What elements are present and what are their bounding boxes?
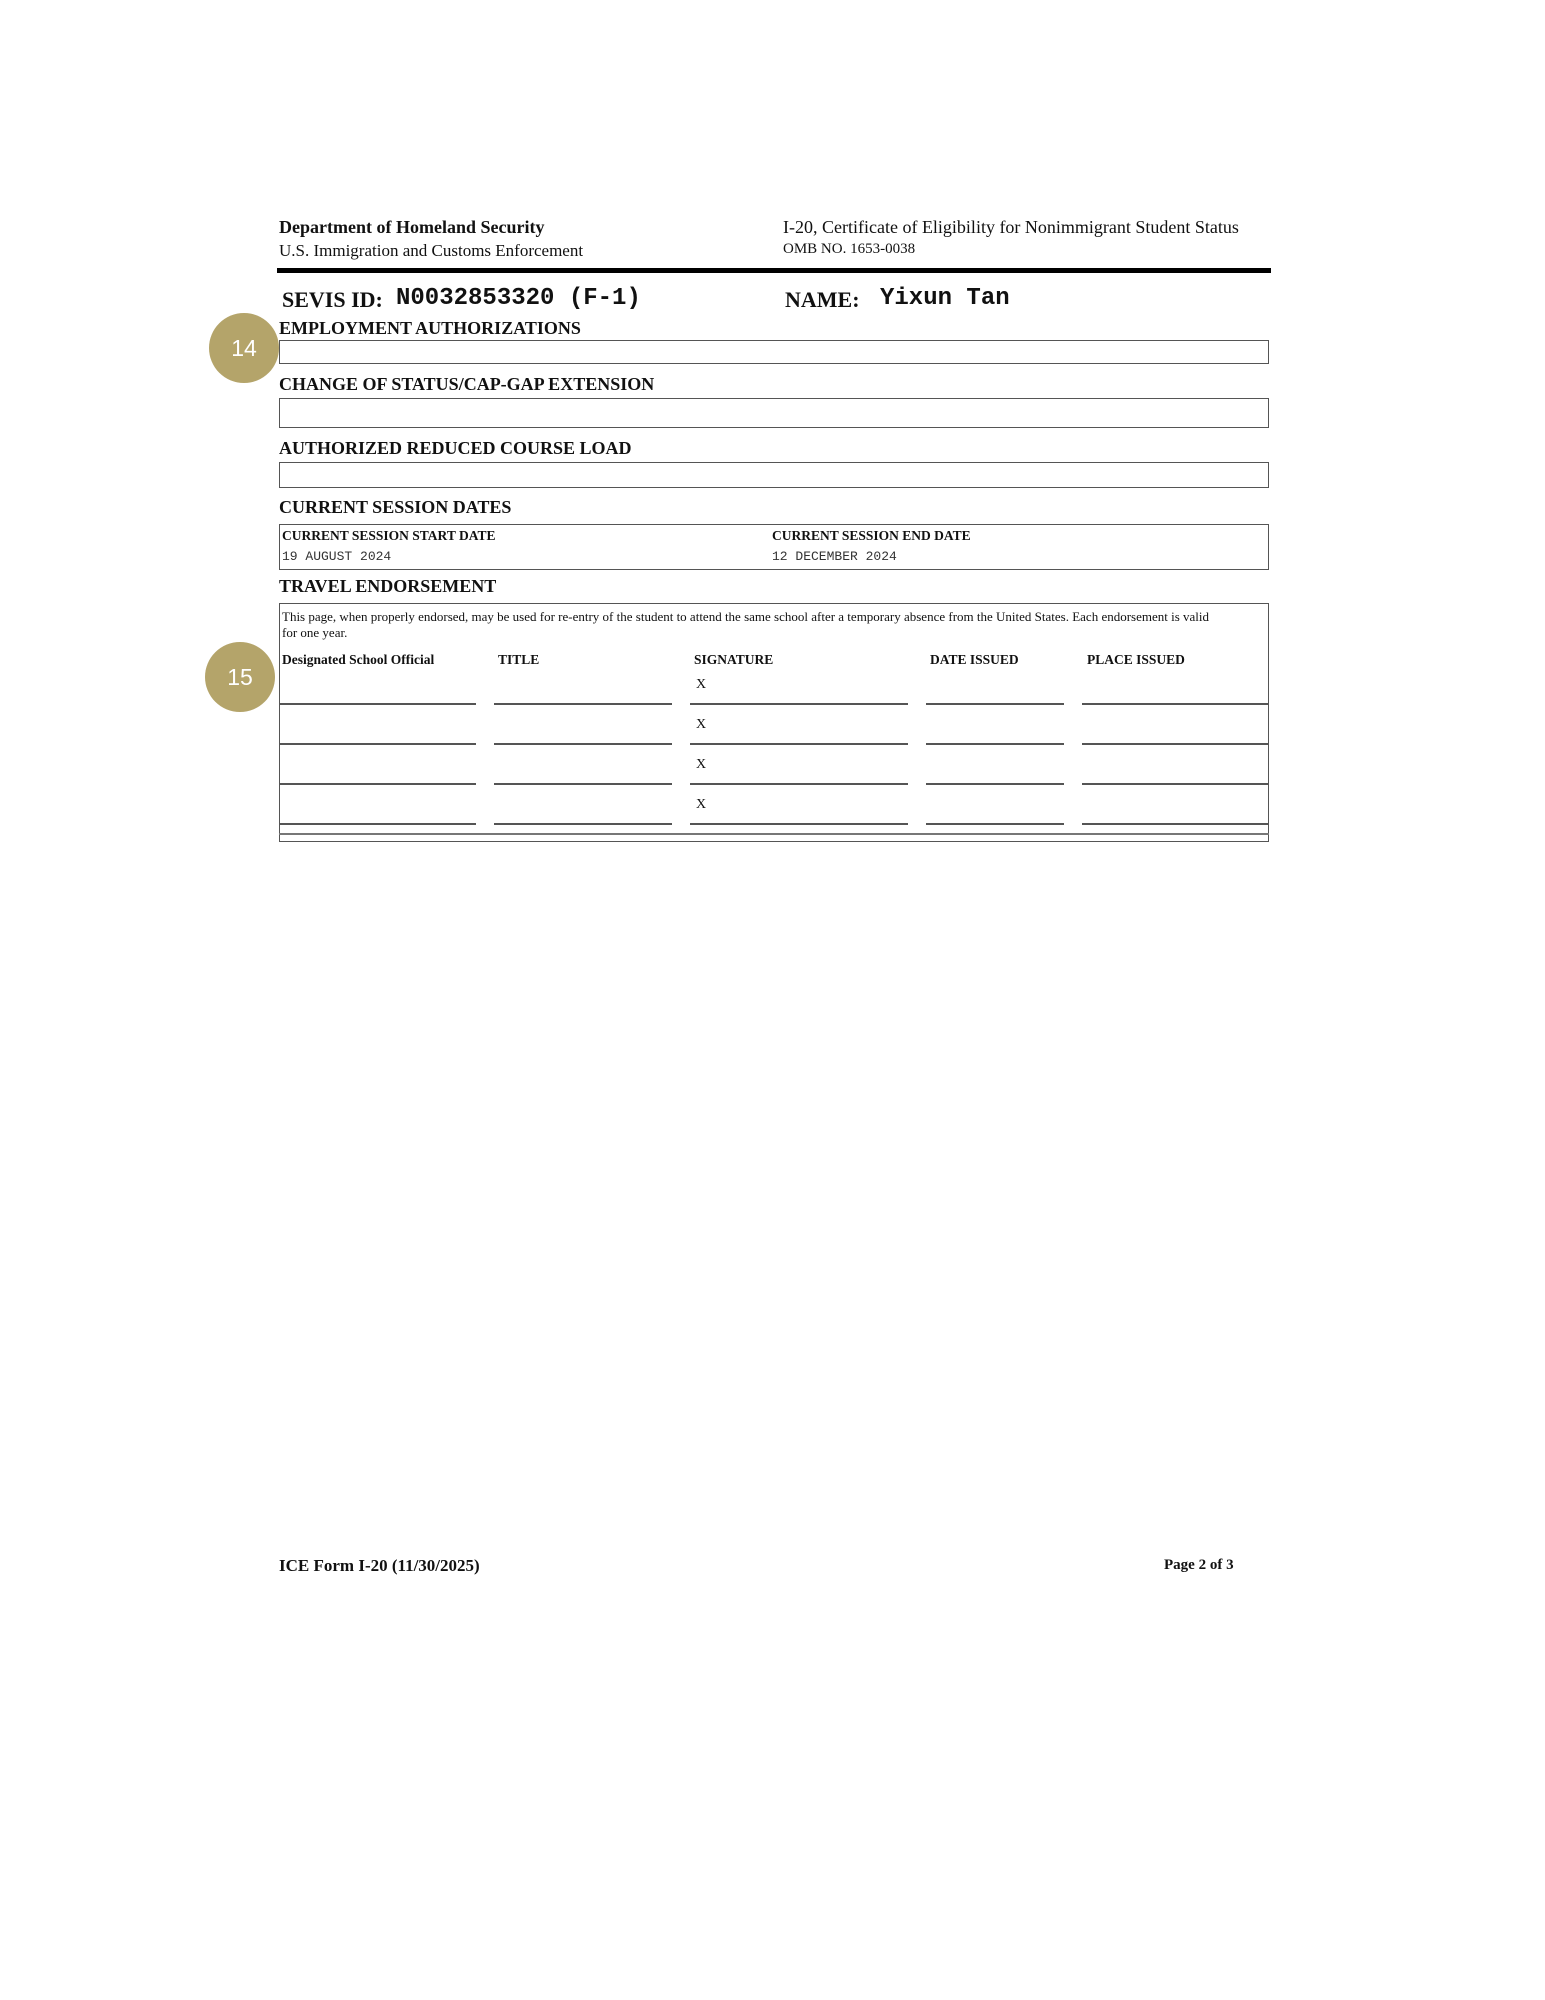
signature-mark: X xyxy=(696,677,707,692)
sevis-id-label: SEVIS ID: xyxy=(282,287,383,312)
date-issued-line[interactable] xyxy=(926,823,1064,825)
dso-line[interactable] xyxy=(279,783,476,785)
col-date-issued: DATE ISSUED xyxy=(930,652,1019,667)
dso-line[interactable] xyxy=(279,823,476,825)
dso-line[interactable] xyxy=(279,743,476,745)
col-place-issued: PLACE ISSUED xyxy=(1087,652,1185,667)
omb-number: OMB NO. 1653-0038 xyxy=(783,241,916,257)
header-divider xyxy=(277,268,1271,273)
change-of-status-title: CHANGE OF STATUS/CAP-GAP EXTENSION xyxy=(279,374,655,394)
travel-bottom-divider xyxy=(279,833,1269,835)
form-footer-id: ICE Form I-20 (11/30/2025) xyxy=(279,1556,480,1575)
signature-mark: X xyxy=(696,717,707,732)
title-line[interactable] xyxy=(494,703,672,705)
col-title: TITLE xyxy=(498,652,540,667)
title-line[interactable] xyxy=(494,743,672,745)
place-issued-line[interactable] xyxy=(1082,823,1269,825)
signature-mark: X xyxy=(696,797,707,812)
employment-authorizations-field[interactable] xyxy=(279,340,1269,364)
signature-line[interactable] xyxy=(690,823,908,825)
travel-endorsement-text: This page, when properly endorsed, may be used for re-entry of the student to attend the same school after a temporary absence from the United States. Each endorsement is valid for one year. xyxy=(282,609,1210,640)
session-start-label: CURRENT SESSION START DATE xyxy=(282,528,496,543)
signature-mark: X xyxy=(696,757,707,772)
name-value: Yixun Tan xyxy=(880,285,1010,312)
place-issued-line[interactable] xyxy=(1082,703,1269,705)
sevis-id-value: N0032853320 (F-1) xyxy=(396,285,641,312)
form-title: I-20, Certificate of Eligibility for Nonimmigrant Student Status xyxy=(783,217,1239,237)
signature-line[interactable] xyxy=(690,703,908,705)
title-line[interactable] xyxy=(494,823,672,825)
employment-authorizations-title: EMPLOYMENT AUTHORIZATIONS xyxy=(279,318,581,338)
dso-line[interactable] xyxy=(279,703,476,705)
col-signature: SIGNATURE xyxy=(694,652,774,667)
session-start-value: 19 AUGUST 2024 xyxy=(282,549,392,564)
col-designated-school-official: Designated School Official xyxy=(282,652,435,667)
callout-marker-15: 15 xyxy=(205,642,275,712)
place-issued-line[interactable] xyxy=(1082,783,1269,785)
agency-name: Department of Homeland Security xyxy=(279,217,545,237)
travel-endorsement-title: TRAVEL ENDORSEMENT xyxy=(279,576,497,596)
reduced-course-load-field[interactable] xyxy=(279,462,1269,488)
name-label: NAME: xyxy=(785,287,860,312)
session-dates-title: CURRENT SESSION DATES xyxy=(279,497,512,517)
signature-line[interactable] xyxy=(690,783,908,785)
date-issued-line[interactable] xyxy=(926,783,1064,785)
session-end-value: 12 DECEMBER 2024 xyxy=(772,549,897,564)
sub-agency-name: U.S. Immigration and Customs Enforcement xyxy=(279,241,584,260)
title-line[interactable] xyxy=(494,783,672,785)
session-end-label: CURRENT SESSION END DATE xyxy=(772,528,971,543)
callout-marker-14: 14 xyxy=(209,313,279,383)
place-issued-line[interactable] xyxy=(1082,743,1269,745)
page-number: Page 2 of 3 xyxy=(1164,1557,1234,1573)
change-of-status-field[interactable] xyxy=(279,398,1269,428)
signature-line[interactable] xyxy=(690,743,908,745)
date-issued-line[interactable] xyxy=(926,703,1064,705)
date-issued-line[interactable] xyxy=(926,743,1064,745)
reduced-course-load-title: AUTHORIZED REDUCED COURSE LOAD xyxy=(279,438,632,458)
